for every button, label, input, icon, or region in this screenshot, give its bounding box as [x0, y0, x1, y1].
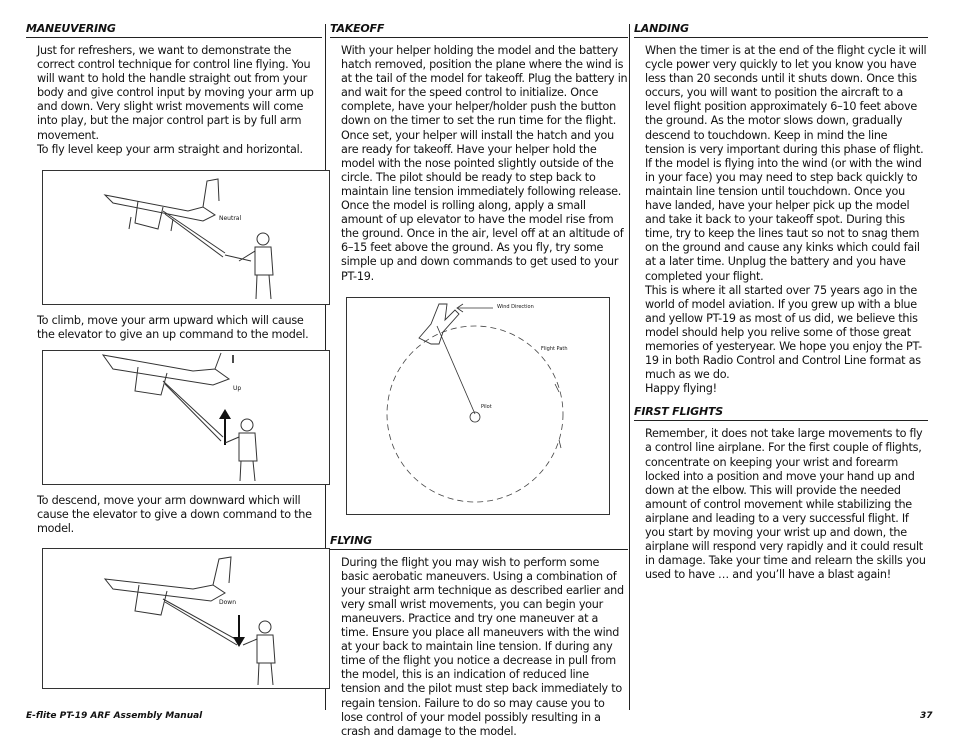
section-heading-maneuvering: MANEUVERING [26, 22, 322, 38]
figure-down [42, 548, 330, 689]
section-heading-takeoff: TAKEOFF [330, 22, 628, 38]
section-heading-landing: LANDING [634, 22, 928, 38]
paragraph: When the timer is at the end of the flight cycle it will cycle power very quickly to let you know you have less than 20 seconds until it shuts down. Once this occurs, you will want to position the aircraft to a level flight position approximately 6–10 feet above the ground. As the motor slows down, gradually descend to touchdown. Keep in mind the line tension is very important during this phase of flight. If the model is flying into the wind (or with the wind in your face) you may need to step back quickly to maintain line tension until touchdown. Once you have landed, have your helper pick up the model and take it back to your takeoff spot. During this time, try to keep the lines taut so not to snag them on the ground and cause any kinks which could fail at a later time. Unplug the battery and you have completed your flight. [645, 44, 927, 283]
paragraph: To fly level keep your arm straight and horizontal. [37, 142, 303, 156]
figure-up [42, 350, 330, 485]
up-illustration [43, 351, 329, 484]
section-heading-flying: FLYING [330, 534, 628, 550]
figure-label: Neutral [219, 214, 242, 222]
wind-direction-label: Wind Direction [497, 303, 534, 310]
figure-label: Up [233, 384, 242, 392]
paragraph: Happy flying! [645, 382, 717, 396]
paragraph: To descend, move your arm downward which will cause the elevator to give a down command to the model. [37, 493, 312, 536]
down-illustration [43, 549, 329, 688]
column-landing-first-flights [634, 22, 928, 582]
column-maneuvering [26, 22, 322, 689]
paragraph: During the flight you may wish to perform some basic aerobatic maneuvers. Using a combination of your straight arm technique as described earlier and very small wrist movements, you can begin your maneuvers. Practice and try one maneuver at a time. Ensure you place all maneuvers with the wind at your back to maintain line tension. If during any time of the flight you notice a decrease in pull from the model, this is an indication of reduced line tension and the pilot must step back immediately to regain tension. Failure to do so may cause you to lose control of your model possibly resulting in a crash and damage to the model. [341, 555, 624, 738]
section-heading-first-flights: FIRST FLIGHTS [634, 405, 928, 421]
paragraph: This is where it all started over 75 years ago in the world of model aviation. If you grew up with a blue and yellow PT-19 as most of us did, we believe this model should help you relive some of those great memories of yesteryear. We hope you enjoy the PT-19 in both Radio Control and Control Line format as much as we do. [645, 283, 922, 382]
paragraph: With your helper holding the model and the battery hatch removed, position the plane where the wind is at the tail of the model for takeoff. Plug the battery in and wait for the speed control to initialize. Once complete, have your helper/holder push the button down on the timer to set the run time for the flight. Once set, your helper will install the hatch and you are ready for takeoff. Have your helper hold the model with the nose pointed slightly outside of the circle. The pilot should be ready to step back to maintain line tension immediately following release. Once the model is rolling along, apply a small amount of up elevator to have the model rise from the ground. Once in the air, level off at an altitude of 6–15 feet above the ground. As you fly, try some simple up and down commands to get used to your PT-19. [341, 44, 628, 283]
flight-path-label: Flight Path [541, 345, 568, 352]
column-takeoff-flying [330, 22, 628, 739]
flight-circle-diagram [346, 297, 610, 515]
paragraph: To climb, move your arm upward which will cause the elevator to give an up command to the model. [37, 313, 309, 341]
flight-circle-illustration [347, 298, 609, 514]
pilot-label: Pilot [481, 403, 492, 410]
column-divider [629, 24, 630, 710]
footer-title: E-flite PT-19 ARF Assembly Manual [26, 711, 203, 721]
page-number: 37 [920, 711, 933, 721]
paragraph: Just for refreshers, we want to demonstrate the correct control technique for control line flying. You will want to hold the handle straight out from your body and give control input by moving your arm up and down. Very slight wrist movements will come into play, but the major control part is by full arm movement. [37, 44, 314, 142]
figure-label: Down [219, 599, 237, 607]
neutral-illustration [43, 171, 329, 304]
paragraph: Remember, it does not take large movements to fly a control line airplane. For the first couple of flights, concentrate on keeping your wrist and forearm locked into a position and move your hand up and down at the elbow. This will provide the needed amount of control movement while stabilizing the airplane and leading to a very successful flight. If you start by moving your wrist up and down, the airplane will respond very rapidly and it could result in damage. Take your time and relearn the skills you used to have … and you’ll have a blast again! [645, 427, 926, 582]
figure-neutral [42, 170, 330, 305]
